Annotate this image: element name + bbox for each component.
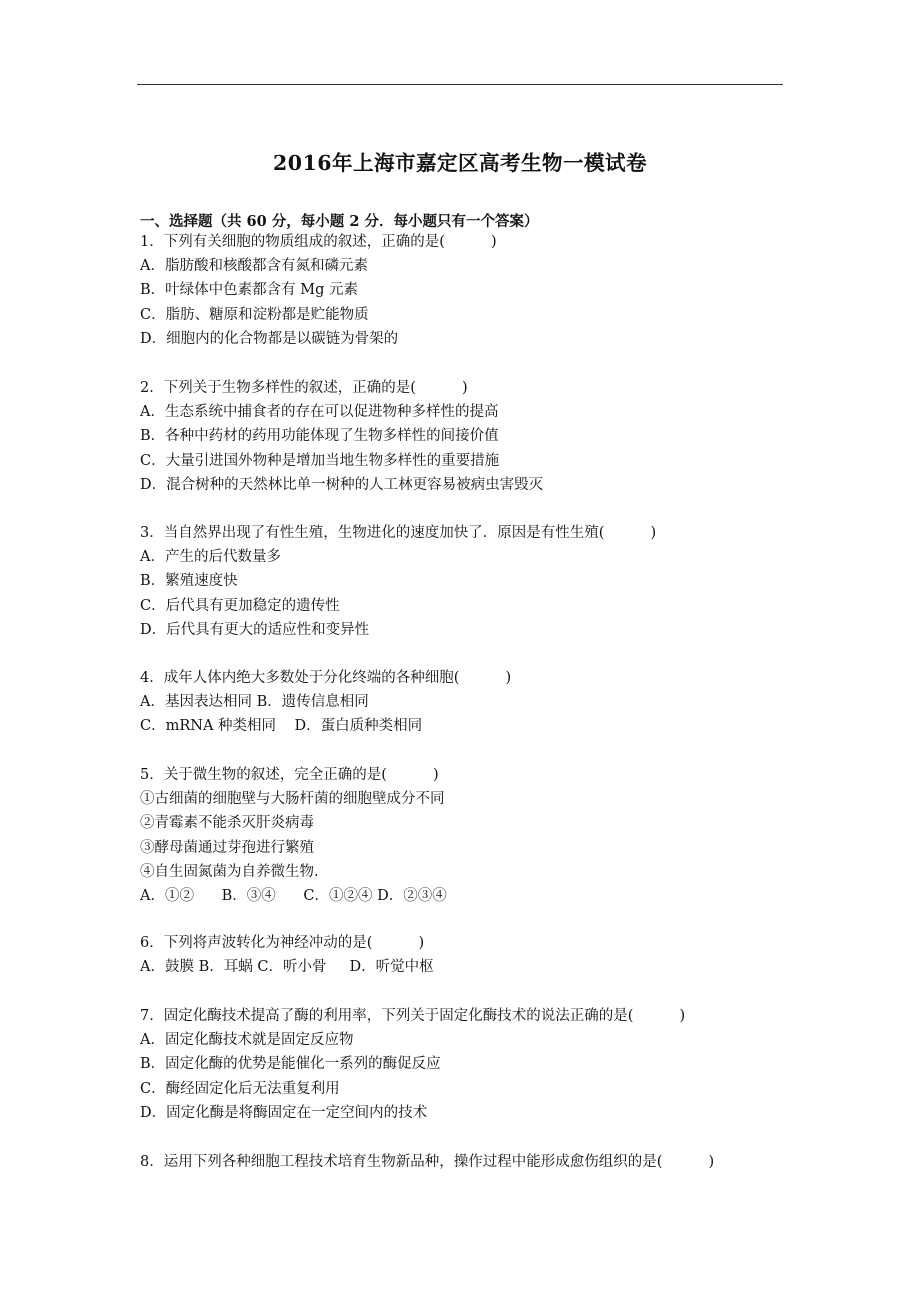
option-a: A．产生的后代数量多 — [140, 549, 281, 566]
option-a: A．脂肪酸和核酸都含有氮和磷元素 — [140, 258, 368, 275]
question-4 — [140, 666, 800, 739]
question-stem: 4．成年人体内绝大多数处于分化终端的各种细胞( ) — [140, 670, 512, 686]
option-row-ab: A．基因表达相同 B．遗传信息相同 — [140, 694, 369, 711]
question-stem: 7．固定化酶技术提高了酶的利用率，下列关于固定化酶技术的说法正确的是( ) — [140, 1008, 686, 1024]
option-b: B．固定化酶的优势是能催化一系列的酶促反应 — [140, 1056, 441, 1073]
option-a: A．生态系统中捕食者的存在可以促进物种多样性的提高 — [140, 404, 499, 421]
question-8 — [140, 1150, 800, 1174]
option-b: B．叶绿体中色素都含有 Mg 元素 — [140, 282, 359, 299]
question-5 — [140, 763, 800, 908]
question-stem: 3．当自然界出现了有性生殖，生物进化的速度加快了．原因是有性生殖( ) — [140, 525, 657, 541]
question-stem: 1．下列有关细胞的物质组成的叙述，正确的是( ) — [140, 234, 497, 250]
header-rule — [137, 84, 783, 85]
question-stem: 8．运用下列各种细胞工程技术培育生物新品种，操作过程中能形成愈伤组织的是( ) — [140, 1154, 715, 1170]
option-b: B．各种中药材的药用功能体现了生物多样性的间接价值 — [140, 428, 499, 445]
option-a: A．固定化酶技术就是固定反应物 — [140, 1032, 354, 1049]
option-d: D．细胞内的化合物都是以碳链为骨架的 — [140, 330, 399, 347]
statement-3: ③酵母菌通过芽孢进行繁殖 — [140, 839, 314, 856]
question-stem: 6．下列将声波转化为神经冲动的是( ) — [140, 935, 425, 951]
question-6 — [140, 931, 800, 979]
statement-1: ①古细菌的细胞壁与大肠杆菌的细胞壁成分不同 — [140, 791, 445, 808]
section-heading: 一、选择题（共 60 分，每小题 2 分．每小题只有一个答案） — [140, 213, 539, 230]
question-3 — [140, 521, 800, 642]
option-d: D．固定化酶是将酶固定在一定空间内的技术 — [140, 1104, 428, 1121]
option-row: A．鼓膜 B．耳蜗 C．听小骨 D．听觉中枢 — [140, 959, 434, 976]
question-2 — [140, 376, 800, 497]
option-c: C．脂肪、糖原和淀粉都是贮能物质 — [140, 306, 369, 323]
page-title: 2016年上海市嘉定区高考生物一模试卷 — [272, 151, 648, 175]
question-stem: 2．下列关于生物多样性的叙述，正确的是( ) — [140, 380, 468, 396]
option-row-cd: C．mRNA 种类相同 D．蛋白质种类相同 — [140, 718, 423, 735]
option-c: C．酶经固定化后无法重复利用 — [140, 1080, 340, 1097]
option-c: C．后代具有更加稳定的遗传性 — [140, 597, 340, 614]
statement-4: ④自生固氮菌为自养微生物. — [140, 863, 319, 880]
question-stem: 5．关于微生物的叙述，完全正确的是( ) — [140, 767, 439, 783]
question-7 — [140, 1004, 800, 1125]
option-row: A．①② B．③④ C．①②④ D．②③④ — [140, 887, 447, 904]
statement-2: ②青霉素不能杀灭肝炎病毒 — [140, 815, 314, 832]
option-d: D．后代具有更大的适应性和变异性 — [140, 621, 370, 638]
question-1 — [140, 230, 800, 351]
option-b: B．繁殖速度快 — [140, 573, 238, 590]
option-d: D．混合树种的天然林比单一树种的人工林更容易被病虫害毁灭 — [140, 476, 544, 493]
option-c: C．大量引进国外物种是增加当地生物多样性的重要措施 — [140, 452, 500, 469]
